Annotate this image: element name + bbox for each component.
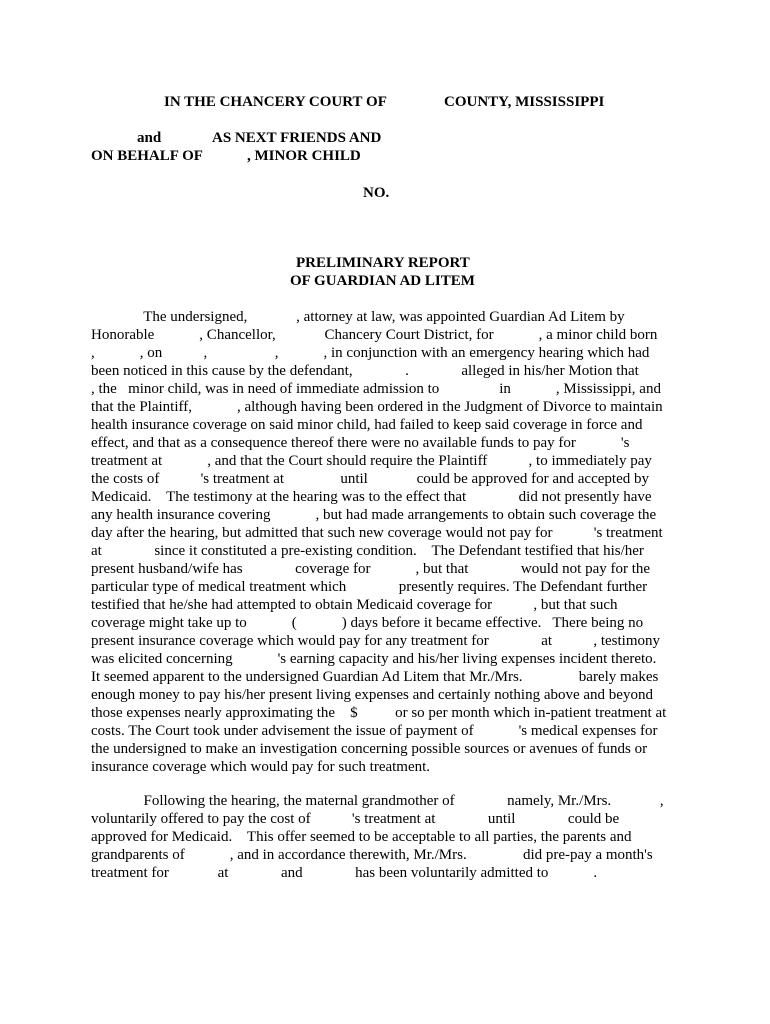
p1-line: , the minor child, was in need of immediate admission to in , Mississippi, and (91, 381, 661, 397)
p1-line: costs. The Court took under advisement the issue of payment of 's medical expenses for (91, 723, 658, 739)
case-number-label: NO. (363, 185, 390, 201)
p1-line: effect, and that as a consequence thereof there were no available funds to pay for 's (91, 435, 630, 451)
court-name: IN THE CHANCERY COURT OF (164, 94, 387, 110)
county-state: COUNTY, MISSISSIPPI (444, 94, 605, 110)
p1-line: the undersigned to make an investigation concerning possible sources or avenues of funds or (91, 741, 648, 757)
p1-line: day after the hearing, but admitted that such new coverage would not pay for 's treatment (91, 525, 663, 541)
p1-line: enough money to pay his/her present living expenses and certainly nothing above and beyond (91, 687, 653, 703)
p1-line: present insurance coverage which would pay for any treatment for at , testimony (91, 633, 660, 649)
p1-line: the costs of 's treatment at until could be approved for and accepted by (91, 471, 649, 487)
p1-line: testified that he/she had attempted to obtain Medicaid coverage for , but that such (91, 597, 618, 613)
p1-line: The undersigned, , attorney at law, was appointed Guardian Ad Litem by (91, 309, 625, 325)
p1-line: was elicited concerning 's earning capacity and his/her living expenses incident thereto. (91, 651, 657, 667)
p1-line: present husband/wife has coverage for , but that would not pay for the (91, 561, 651, 577)
on-behalf-of: ON BEHALF OF (91, 148, 203, 164)
p1-line: It seemed apparent to the undersigned Guardian Ad Litem that Mr./Mrs. barely makes (91, 669, 659, 685)
p1-line: Medicaid. The testimony at the hearing was to the effect that did not presently have (91, 489, 652, 505)
report-title-line2: OF GUARDIAN AD LITEM (290, 273, 475, 289)
report-title-line1: PRELIMINARY REPORT (296, 255, 470, 271)
p2-line: approved for Medicaid. This offer seemed to be acceptable to all parties, the parents and (91, 829, 632, 845)
p1-line: those expenses nearly approximating the $ or so per month which in-patient treatment at (91, 705, 667, 721)
p2-line: Following the hearing, the maternal grandmother of namely, Mr./Mrs. , (91, 793, 664, 809)
p1-line: coverage might take up to ( ) days before it became effective. There being no (91, 615, 644, 631)
party-and: and (137, 130, 162, 146)
p2-line: voluntarily offered to pay the cost of 's treatment at until could be (91, 811, 620, 827)
p1-line: treatment at , and that the Court should require the Plaintiff , to immediately pay (91, 453, 652, 469)
p1-line: insurance coverage which would pay for such treatment. (91, 759, 431, 775)
p2-line: grandparents of , and in accordance therewith, Mr./Mrs. did pre-pay a month's (91, 847, 653, 863)
next-friends: AS NEXT FRIENDS AND (212, 130, 382, 146)
p1-line: been noticed in this cause by the defendant, . alleged in his/her Motion that (91, 363, 639, 379)
p1-line: particular type of medical treatment which presently requires. The Defendant further (91, 579, 648, 595)
p1-line: at since it constituted a pre-existing condition. The Defendant testified that his/her (91, 543, 644, 559)
p1-line: any health insurance covering , but had made arrangements to obtain such coverage the (91, 507, 657, 523)
p1-line: health insurance coverage on said minor child, had failed to keep said coverage in force and (91, 417, 643, 433)
p2-line: treatment for at and has been voluntarily admitted to . (91, 865, 598, 881)
p1-line: , , on , , , in conjunction with an emergency hearing which had (91, 345, 650, 361)
minor-child: , MINOR CHILD (247, 148, 361, 164)
p1-line: that the Plaintiff, , although having been ordered in the Judgment of Divorce to maintain (91, 399, 663, 415)
p1-line: Honorable , Chancellor, Chancery Court District, for , a minor child born (91, 327, 658, 343)
